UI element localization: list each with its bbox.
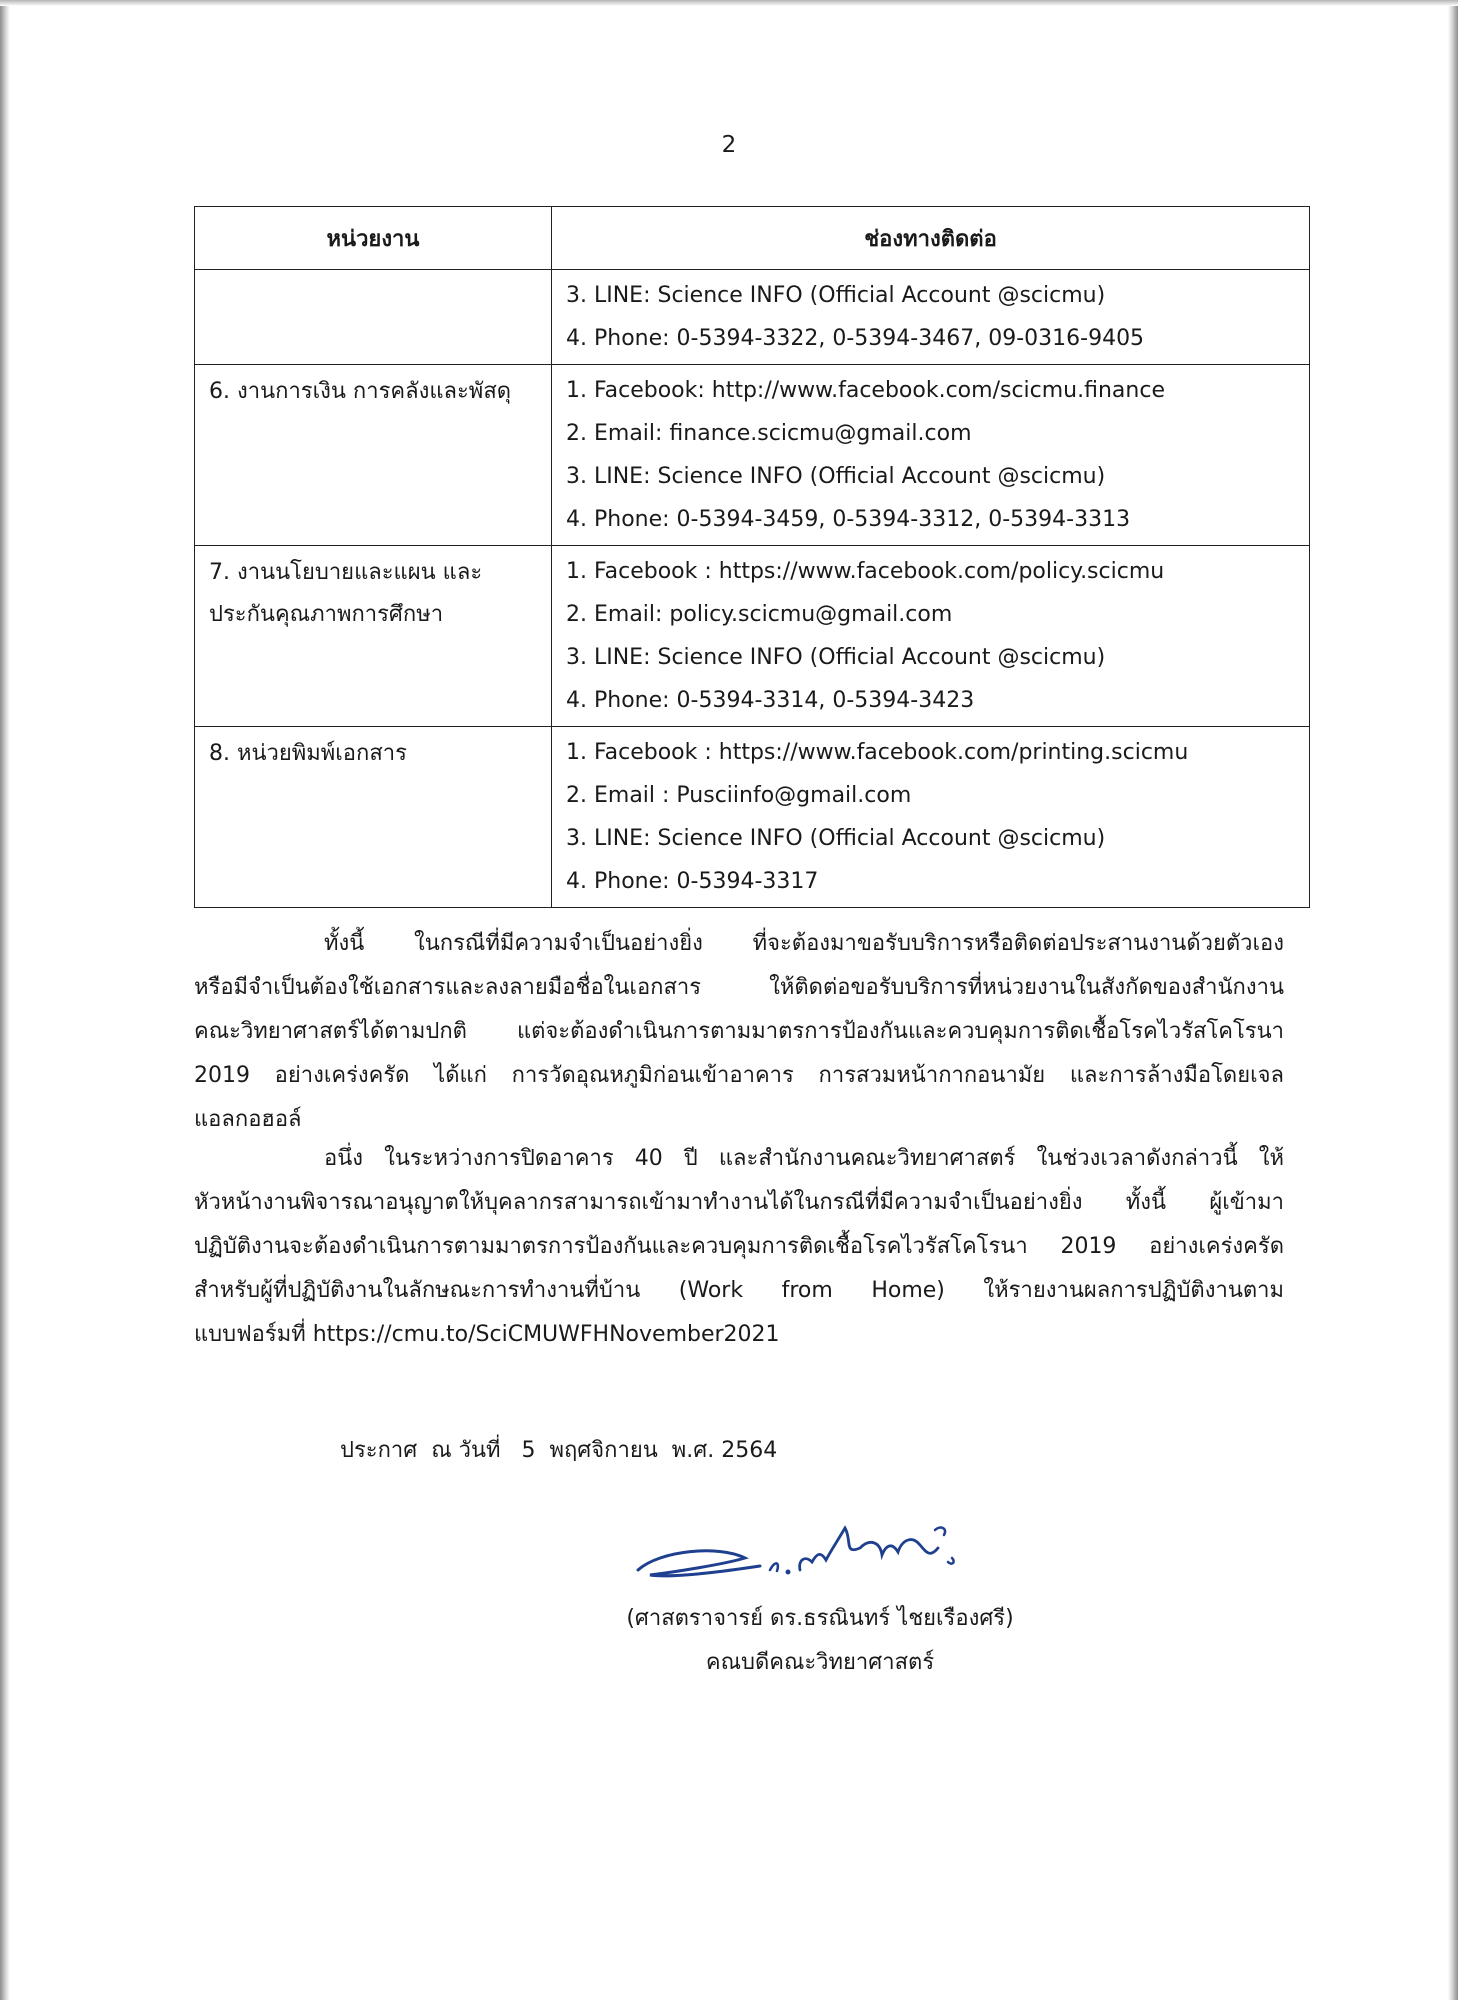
contact-line: 2. Email : Pusciinfo@gmail.com — [566, 783, 912, 808]
paragraph-line: ทั้งนี้ ในกรณีที่มีความจำเป็นอย่างยิ่ง ที่จะต้องมาขอรับบริการหรือติดต่อประสานงานด้วยตัวเอง — [324, 931, 1284, 956]
table-header-row — [195, 207, 1310, 270]
scan-edge-top — [0, 0, 1458, 6]
contact-cell — [552, 546, 1310, 727]
header-contact: ช่องทางติดต่อ — [552, 207, 1310, 270]
signer-name: (ศาสตราจารย์ ดร.ธรณินทร์ ไชยเรืองศรี) — [626, 1606, 1014, 1631]
paragraph-line: หรือมีจำเป็นต้องใช้เอกสารและลงลายมือชื่อในเอกสาร ให้ติดต่อขอรับบริการที่หน่วยงานในสังกัดของสำนักงาน — [194, 975, 1284, 1000]
scan-edge-left — [0, 0, 10, 2000]
table-row — [195, 727, 1310, 908]
signer-title: คณบดีคณะวิทยาศาสตร์ — [705, 1650, 935, 1675]
unit-cell — [195, 270, 552, 365]
contact-line: 3. LINE: Science INFO (Official Account @scicmu) — [566, 283, 1106, 308]
paragraph-1 — [194, 922, 1284, 1142]
unit-label: 6. งานการเงิน การคลังและพัสดุ — [209, 379, 512, 404]
unit-cell — [195, 727, 552, 908]
header-unit: หน่วยงาน — [195, 207, 552, 270]
contact-line: 2. Email: policy.scicmu@gmail.com — [566, 602, 953, 627]
page-number: 2 — [721, 132, 737, 158]
announcement-date: ประกาศ ณ วันที่ 5 พฤศจิกายน พ.ศ. 2564 — [340, 1438, 778, 1463]
table-row — [195, 365, 1310, 546]
signature-dot — [786, 1570, 791, 1575]
paragraph-line: อนึ่ง ในระหว่างการปิดอาคาร 40 ปี และสำนักงานคณะวิทยาศาสตร์ ในช่วงเวลาดังกล่าวนี้ ให้ — [324, 1146, 1284, 1171]
contact-cell — [552, 727, 1310, 908]
paragraph-line: ปฏิบัติงานจะต้องดำเนินการตามมาตรการป้องกันและควบคุมการติดเชื้อโรคไวรัสโคโรนา 2019 อย่างเคร่งครัด — [194, 1234, 1284, 1259]
contact-line: 1. Facebook : https://www.facebook.com/policy.scicmu — [566, 559, 1165, 584]
unit-label: 8. หน่วยพิมพ์เอกสาร — [209, 741, 407, 766]
contact-line: 3. LINE: Science INFO (Official Account @scicmu) — [566, 826, 1106, 851]
unit-cell — [195, 546, 552, 727]
table-row — [195, 270, 1310, 365]
unit-label: 7. งานนโยบายและแผน และ — [209, 560, 483, 585]
paragraph-line: คณะวิทยาศาสตร์ได้ตามปกติ แต่จะต้องดำเนินการตามมาตรการป้องกันและควบคุมการติดเชื้อโรคไวรัสโคโรนา — [194, 1019, 1284, 1044]
contact-line: 3. LINE: Science INFO (Official Account @scicmu) — [566, 464, 1106, 489]
contact-cell — [552, 365, 1310, 546]
paragraph-2 — [194, 1137, 1284, 1357]
contact-line: 2. Email: finance.scicmu@gmail.com — [566, 421, 972, 446]
contact-line: 4. Phone: 0-5394-3322, 0-5394-3467, 09-0316-9405 — [566, 326, 1145, 351]
contact-line: 4. Phone: 0-5394-3314, 0-5394-3423 — [566, 688, 975, 713]
unit-cell — [195, 365, 552, 546]
paragraph-line: หัวหน้างานพิจารณาอนุญาตให้บุคลากรสามารถเข้ามาทำงานได้ในกรณีที่มีความจำเป็นอย่างยิ่ง ทั้งนี้ ผู้เข้ามา — [194, 1190, 1284, 1215]
paragraph-line: สำหรับผู้ที่ปฏิบัติงานในลักษณะการทำงานที่บ้าน (Work from Home) ให้รายงานผลการปฏิบัติงานตาม — [194, 1278, 1284, 1303]
paragraph-line: แบบฟอร์มที่ https://cmu.to/SciCMUWFHNovember2021 — [194, 1322, 780, 1347]
contact-line: 1. Facebook: http://www.facebook.com/scicmu.finance — [566, 378, 1165, 403]
contact-table — [194, 206, 1310, 908]
signature-stroke — [770, 1563, 778, 1571]
paragraph-line: 2019 อย่างเคร่งครัด ได้แก่ การวัดอุณหภูมิก่อนเข้าอาคาร การสวมหน้ากากอนามัย และการล้างมือโดยเจล — [194, 1063, 1284, 1088]
contact-line: 1. Facebook : https://www.facebook.com/printing.scicmu — [566, 740, 1189, 765]
contact-line: 4. Phone: 0-5394-3459, 0-5394-3312, 0-5394-3313 — [566, 507, 1131, 532]
signature-image — [630, 1500, 990, 1600]
table-row — [195, 546, 1310, 727]
unit-label: ประกันคุณภาพการศึกษา — [209, 602, 444, 627]
contact-line: 3. LINE: Science INFO (Official Account @scicmu) — [566, 645, 1106, 670]
contact-cell — [552, 270, 1310, 365]
contact-line: 4. Phone: 0-5394-3317 — [566, 869, 819, 894]
paragraph-line: แอลกอฮอล์ — [194, 1107, 302, 1132]
signature-stroke — [935, 1528, 954, 1564]
signature-stroke — [800, 1528, 938, 1570]
signature-stroke — [638, 1551, 760, 1576]
scan-edge-right — [1448, 0, 1458, 2000]
